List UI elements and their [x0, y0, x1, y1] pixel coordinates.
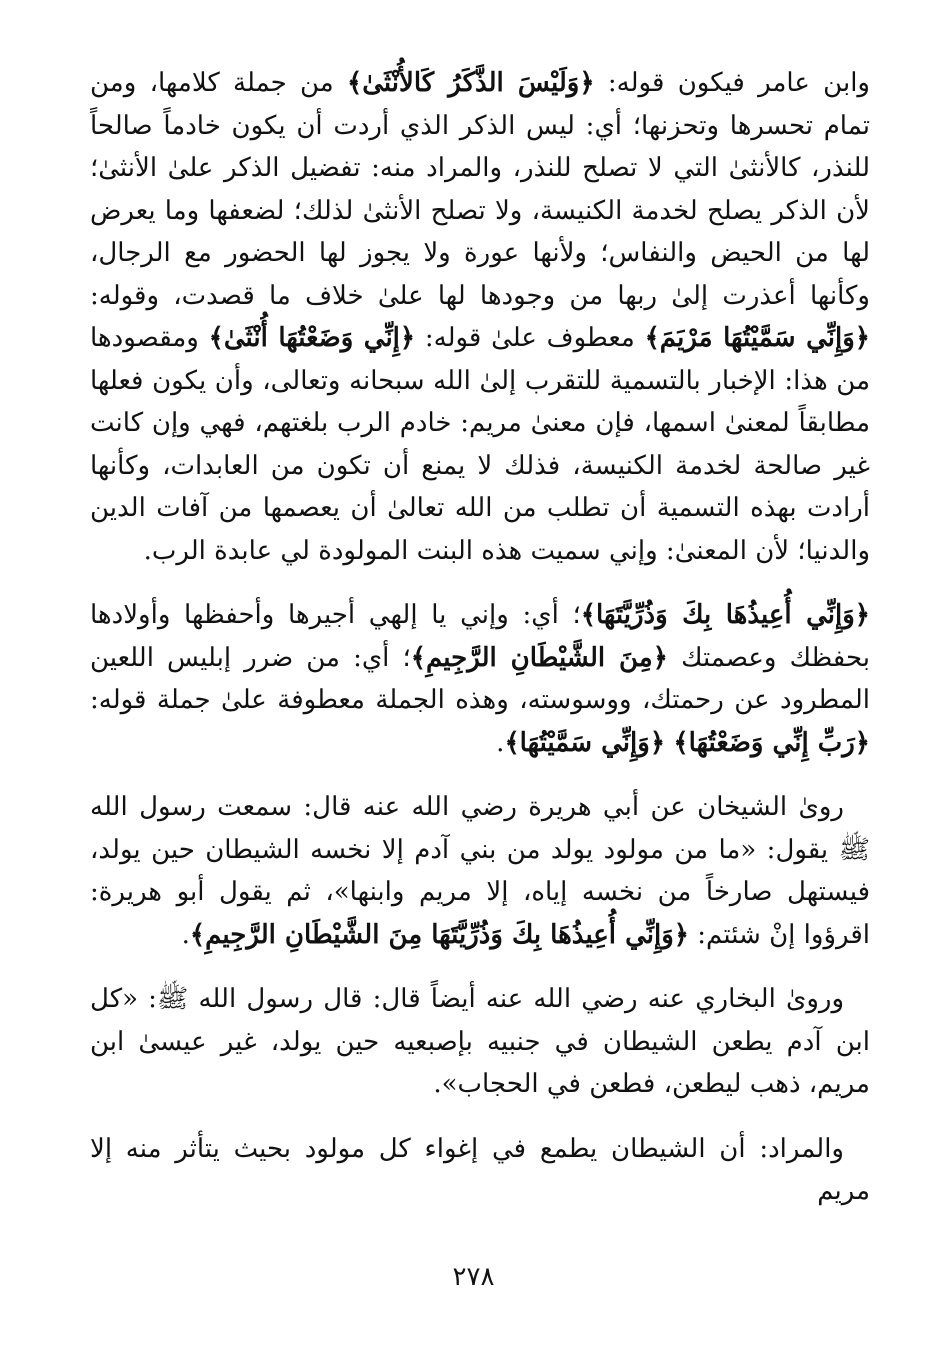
text-run: معطوف علىٰ قوله:	[415, 323, 645, 353]
text-run: وابن عامر فيكون قوله:	[594, 68, 870, 98]
quran-verse: ﴿رَبِّ إِنِّي وَضَعْتُهَا﴾	[673, 727, 870, 758]
text-run: .	[496, 727, 505, 758]
text-run: ورویٰ البخاري عنه رضي الله عنه أيضاً قال: قال رسول الله ﷺ: «كل ابن آدم يطعن الشيطان في جنبيه بإصبعيه حين يولد، غير عيسىٰ ابن مريم، ذهب ليطعن، فطعن في الحجاب».	[90, 984, 870, 1099]
text-run: ؛ أي: من ضرر إبليس اللعين المطرود عن رحمتك، ووسوسته، وهذه الجملة معطوفة علىٰ جملة قوله:	[90, 642, 870, 715]
page-body	[90, 62, 870, 1352]
text-run: .	[181, 919, 190, 950]
quran-verse: ﴿وَإِنِّي سَمَّيْتُهَا مَرْيَمَ﴾	[644, 323, 870, 353]
quran-verse: ﴿مِنَ الشَّيْطَانِ الرَّجِيمِ﴾	[410, 642, 668, 673]
quran-verse: ﴿وَإِنِّي أُعِيذُهَا بِكَ وَذُرِّيَّتَهَا﴾	[580, 600, 870, 630]
paragraph	[90, 1128, 870, 1213]
paragraph	[90, 62, 870, 572]
paragraph	[90, 594, 870, 764]
paragraph	[90, 978, 870, 1106]
text-run: ومقصودها من هذا: الإخبار بالتسمية للتقرب إلىٰ الله سبحانه وتعالى، وأن يكون فعلها مطابقاً لمعنىٰ اسمها، فإن معنىٰ مريم: خادم الرب بلغتهم، فهي وإن كانت غير صالحة لخدمة الكنيسة، فذلك لا يمنع أن تكون من العابدات، وكأنها أرادت بهذه التسمية أن تطلب من الله تعالىٰ أن يعصمها من آفات الدين والدنيا؛ لأن المعنىٰ: وإني سميت هذه البنت المولودة لي عابدة الرب.	[90, 323, 870, 566]
quran-verse: ﴿إِنِّي وَضَعْتُهَا أُنْثَىٰ﴾	[208, 323, 416, 353]
paragraph	[90, 786, 870, 956]
text-run: والمراد: أن الشيطان يطمع في إغواء كل مولود بحيث يتأثر منه إلا مريم	[90, 1133, 870, 1206]
quran-verse: ﴿وَإِنِّي سَمَّيْتُهَا﴾	[504, 727, 666, 758]
text-run: ؛ أي: وإني يا إلهي أجيرها وأحفظها وأولادها بحفظك وعصمتك	[90, 600, 870, 673]
quran-verse: ﴿وَإِنِّي أُعِيذُهَا بِكَ وَذُرِّيَّتَهَا مِنَ الشَّيْطَانِ الرَّجِيمِ﴾	[189, 919, 690, 950]
quran-verse: ﴿وَلَيْسَ الذَّكَرُ كَالأُنْثَىٰ﴾	[347, 68, 595, 98]
page-number: ٢٧٨	[452, 1262, 495, 1292]
text-run: رویٰ الشيخان عن أبي هريرة رضي الله عنه قال: سمعت رسول الله ﷺ يقول: «ما من مولود يولد من بني آدم إلا نخسه الشيطان حين يولد، فيستهل صارخاً من نخسه إياه، إلا مريم وابنها»، ثم يقول أبو هريرة: اقرؤوا إنْ شئتم:	[90, 792, 870, 950]
text-run: من جملة كلامها، ومن تمام تحسرها وتحزنها؛ أي: ليس الذكر الذي أردت أن يكون خادماً صالحاً للنذر، كالأنثىٰ التي لا تصلح للنذر، والمراد منه: تفضيل الذكر علىٰ الأنثىٰ؛ لأن الذكر يصلح لخدمة الكنيسة، ولا تصلح الأنثىٰ لذلك؛ لضعفها وما يعرض لها من الحيض والنفاس؛ ولأنها عورة ولا يجوز لها الحضور مع الرجال، وكأنها أعذرت إلىٰ ربها من وجودها لها علىٰ خلاف ما قصدت، وقوله:	[90, 68, 870, 311]
